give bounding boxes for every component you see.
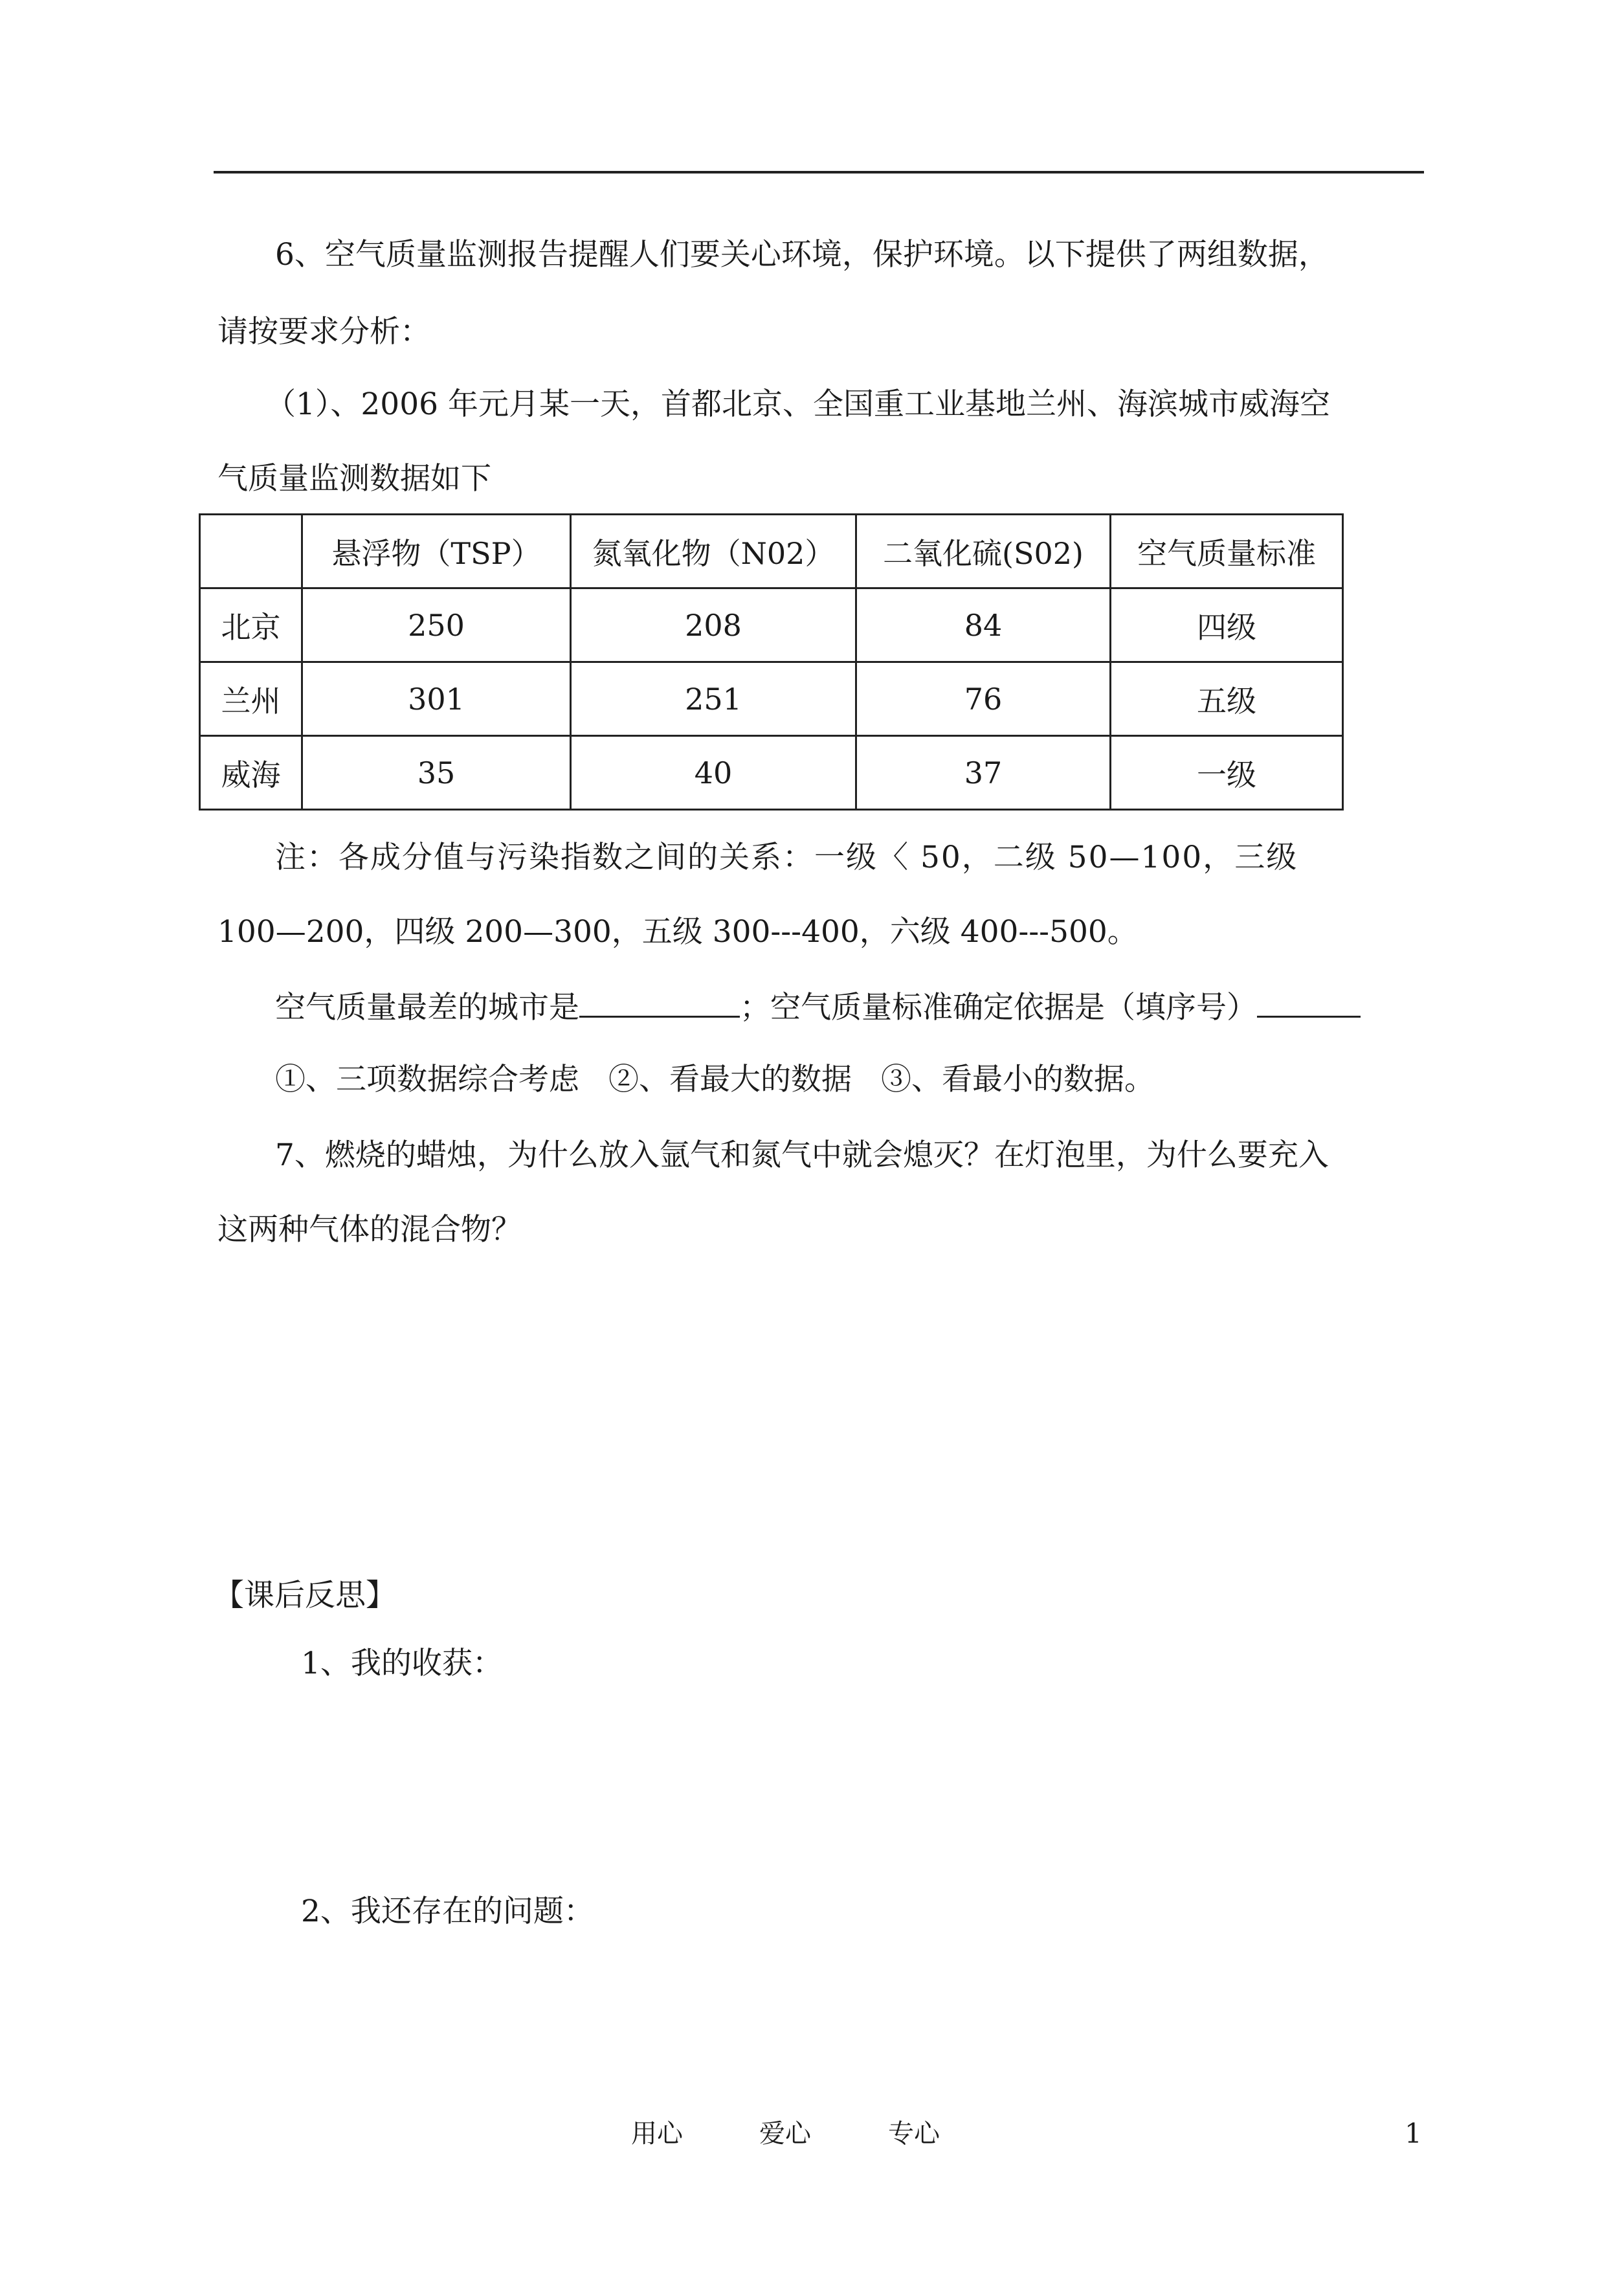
reflection-item-1: 1、我的收获： bbox=[301, 1646, 503, 1681]
worst-city-prompt: 空气质量最差的城市是 bbox=[275, 990, 579, 1025]
table-header-cell: 空气质量标准 bbox=[1111, 515, 1343, 588]
table-header-cell: 氮氧化物（N02） bbox=[571, 515, 856, 588]
footer-word-3: 专心 bbox=[888, 2119, 940, 2149]
note-line-1: 注：各成分值与污染指数之间的关系：一级〈 50，二级 50—100，三级 bbox=[275, 840, 1298, 875]
option-1: ①、三项数据综合考虑 bbox=[275, 1062, 579, 1097]
table-row bbox=[200, 662, 1343, 736]
option-2: ②、看最大的数据 bbox=[608, 1062, 852, 1097]
table-header-cell bbox=[200, 515, 302, 588]
table-cell-city: 北京 bbox=[200, 588, 302, 662]
worst-city-blank[interactable] bbox=[579, 986, 740, 1018]
table-header-cell: 二氧化硫(S02) bbox=[856, 515, 1111, 588]
reflection-title: 【课后反思】 bbox=[214, 1578, 396, 1613]
question-6-line-2: 请按要求分析： bbox=[217, 314, 430, 350]
air-quality-table bbox=[199, 513, 1344, 811]
table-header-row bbox=[200, 515, 1343, 588]
table-cell: 208 bbox=[571, 588, 856, 662]
question-7-line-1: 7、燃烧的蜡烛，为什么放入氩气和氮气中就会熄灭？在灯泡里，为什么要充入 bbox=[275, 1137, 1329, 1173]
table-cell: 40 bbox=[571, 736, 856, 810]
table-cell: 76 bbox=[856, 662, 1111, 736]
footer-word-2: 爱心 bbox=[759, 2119, 811, 2149]
table-cell: 一级 bbox=[1111, 736, 1343, 810]
table-cell: 37 bbox=[856, 736, 1111, 810]
table-header-cell: 悬浮物（TSP） bbox=[302, 515, 571, 588]
basis-blank[interactable] bbox=[1257, 986, 1361, 1018]
note-line-2: 100—200，四级 200—300，五级 300---400，六级 400---500。 bbox=[217, 914, 1138, 950]
table-cell: 五级 bbox=[1111, 662, 1343, 736]
table-cell: 84 bbox=[856, 588, 1111, 662]
question-6-part-1-line-2: 气质量监测数据如下 bbox=[217, 461, 491, 497]
basis-prompt: ；空气质量标准确定依据是（填序号） bbox=[740, 990, 1257, 1025]
question-7-line-2: 这两种气体的混合物？ bbox=[217, 1212, 522, 1247]
table-cell: 251 bbox=[571, 662, 856, 736]
question-6-part-1-line-1: （1）、2006 年元月某一天，首都北京、全国重工业基地兰州、海滨城市威海空 bbox=[265, 386, 1330, 422]
options-line bbox=[275, 1060, 1155, 1099]
page-number: 1 bbox=[1405, 2118, 1422, 2149]
reflection-item-2: 2、我还存在的问题： bbox=[301, 1894, 594, 1929]
table-cell: 四级 bbox=[1111, 588, 1343, 662]
table-row bbox=[200, 736, 1343, 810]
fill-in-question bbox=[275, 986, 1361, 1027]
table-cell-city: 威海 bbox=[200, 736, 302, 810]
table-cell-city: 兰州 bbox=[200, 662, 302, 736]
question-6-line-1: 6、空气质量监测报告提醒人们要关心环境，保护环境。以下提供了两组数据， bbox=[275, 237, 1329, 273]
option-3: ③、看最小的数据。 bbox=[881, 1062, 1155, 1097]
footer-word-1: 用心 bbox=[631, 2119, 683, 2149]
table-cell: 301 bbox=[302, 662, 571, 736]
table-row bbox=[200, 588, 1343, 662]
table-cell: 250 bbox=[302, 588, 571, 662]
table-cell: 35 bbox=[302, 736, 571, 810]
header-rule bbox=[214, 171, 1424, 173]
